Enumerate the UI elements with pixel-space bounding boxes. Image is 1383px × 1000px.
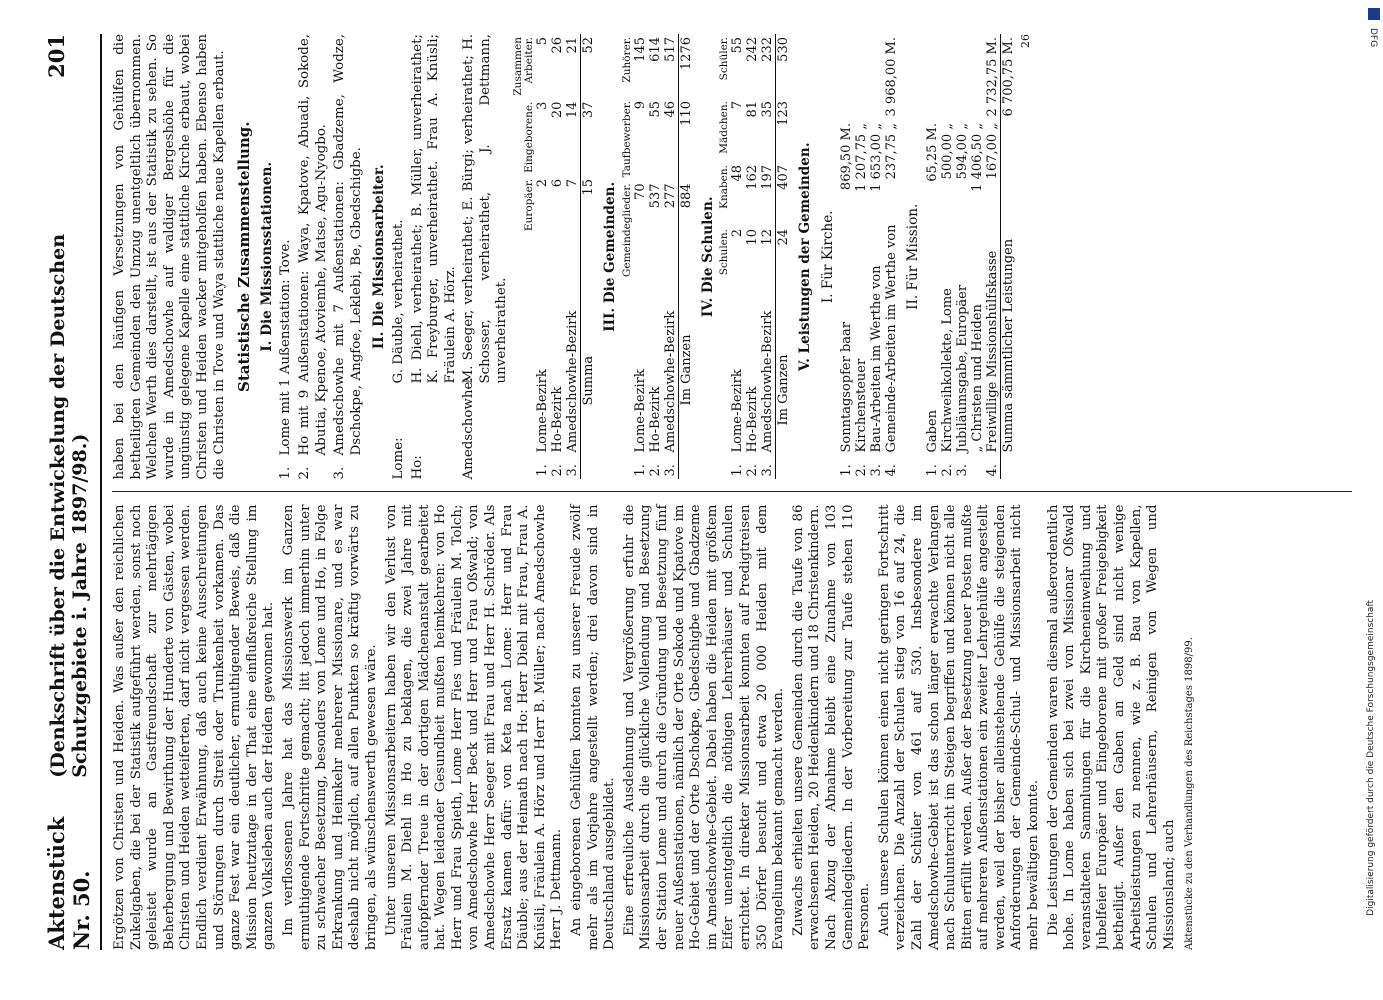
cell: 26 (550, 37, 566, 54)
cell: 162 (745, 165, 761, 190)
cell: 81 (745, 101, 761, 118)
cell: 7 (565, 178, 581, 188)
grand-total: 6 700,75 M. (1001, 34, 1017, 120)
amount: 1 653,00 „ (869, 123, 885, 192)
list-item (391, 34, 408, 480)
table-row (869, 34, 884, 480)
table-row (985, 34, 1001, 480)
row-label: Amedschowhe-Bezirk (565, 310, 581, 453)
cell: 55 (647, 101, 663, 118)
church-contributions-table (839, 34, 899, 480)
cell: 20 (550, 101, 566, 119)
amount: 1 207,75 „ (854, 123, 870, 192)
two-columns (112, 34, 1352, 950)
item-text: Ho mit 9 Außenstationen: Waya, Kpatove, Abuadi, Sokode, Abutia, Kpenoe, Atoviemhe, Matse, Agu-Nyogbo. (296, 34, 329, 456)
row-number: 1. (925, 464, 941, 477)
row-label: Lome-Bezirk (535, 369, 551, 453)
cell: 24 (776, 226, 792, 290)
cell: 6 (550, 178, 566, 188)
paragraph: Eine erfreuliche Ausdehnung und Vergrößerung erfuhr die Missionsarbeit durch die glückliche Vollendung und Besetzung der Station Lome und durch die Gründung und Besetzung fünf neuer Außenstationen, nämlich der Orte Sokode und Kpatove im Ho-Gebiet und der Orte Dschokpe, Gbedschigbe und Gbadzeme im Amedschowhe-Gebiet. Dabei haben die Heiden mit größtem Eifer unentgeltlich die nöthigen Lehrerhäuser und Schulen errichtet. In direkter Missionsarbeit konnten auf Predigtreisen 350 Dörfer besucht und etwa 20 000 Heiden mit dem Evangelium bekannt gemacht werden. (621, 504, 787, 950)
row-label: Ho-Bezirk (745, 386, 761, 453)
cell: 21 (565, 37, 581, 54)
row-number: 2. (745, 464, 761, 477)
page-number: 201 (44, 34, 69, 78)
cell: 12 (760, 229, 776, 246)
row-number: 3. (760, 464, 776, 477)
paragraph: Zuwachs erhielten unsere Gemeinden durch die Taufe von 86 erwachsenen Heiden, 20 Heidenkindern und 18 Christenkindern. Nach Abzug der Abnahme bleibt eine Zunahme von 103 Gemeindegliedern. In der Vorbereitung zur Taufe stehen 110 Personen. (790, 504, 873, 950)
subsection-title: II. Für Mission. (905, 203, 922, 310)
table-row (648, 34, 663, 480)
right-column (112, 34, 1352, 492)
place-label: Amedschowhe: (461, 377, 477, 480)
cell: 7 (730, 101, 746, 110)
dfg-badge: DFG (1368, 28, 1378, 48)
footnote: Aktenstücke zu den Verhandlungen des Reichstages 1898/99. (1184, 637, 1196, 950)
amount: 500,00 „ (940, 123, 956, 180)
cell: 70 (632, 183, 648, 200)
row-number: 1. (839, 464, 855, 477)
item-number: 1. (278, 466, 294, 480)
sum-row (678, 34, 694, 480)
workers-table (513, 34, 596, 480)
digitization-credit: Digitalisierung gefördert durch die Deutsche Forschungsgemeinschaft (1366, 600, 1376, 916)
item-number: 2. (296, 466, 312, 480)
table-row (663, 34, 679, 480)
item-text: H. Diehl, verheirathet; B. Müller, unverheirathet; K. Freyburger, unverheirathet. Frau A. Knüsli; Fräulein A. Hörz. (409, 34, 458, 384)
cell: 52 (581, 34, 597, 99)
row-number: 1. (730, 464, 746, 477)
row-label: „ Christen und Heiden (970, 304, 986, 453)
cell: 48 (730, 165, 746, 182)
column-header: Europäer. (523, 178, 536, 232)
row-number: 1. (632, 464, 648, 477)
row-number: 4. (884, 464, 900, 477)
total: 2 732,75 M. (985, 37, 1001, 117)
table-row (565, 34, 581, 480)
row-label: Kirchweihkollekte, Lome (940, 288, 956, 453)
cell: 14 (565, 101, 581, 119)
row-label: Jubiläumsgabe, Europäer (955, 284, 971, 453)
item-text: G. Däuble, verheirathet. (390, 219, 406, 384)
page-header (44, 34, 102, 950)
row-label: Ho-Bezirk (550, 386, 566, 453)
row-label: Amedschowhe-Bezirk (662, 310, 678, 453)
cell: 884 (678, 180, 694, 280)
row-label: Lome-Bezirk (730, 369, 746, 453)
document-title: (Denkschrift über die Entwickelung der Deutschen Schutzgebiete i. Jahre 1897/98.) (47, 233, 91, 778)
column-header: Zuhörer. (620, 37, 633, 83)
total (940, 34, 955, 120)
table-row (940, 34, 955, 480)
total (925, 34, 940, 120)
amount: 869,50 M. (839, 123, 855, 191)
table-row (970, 34, 985, 480)
row-number: 1. (535, 464, 551, 477)
item-text: Lome mit 1 Außenstation: Tove. (278, 239, 294, 456)
column-header: Gemeindeglieder. (620, 183, 633, 278)
table-row (839, 34, 854, 480)
table-row (884, 34, 899, 480)
cell: 55 (730, 37, 746, 54)
total (970, 34, 985, 120)
table-row (535, 34, 550, 480)
list-item (461, 34, 511, 480)
statistics-title: Statistische Zusammenstellung. (235, 121, 254, 392)
row-label: Freiwillige Missionshülfskasse (985, 250, 1001, 453)
mission-contributions-table (925, 34, 1016, 480)
table-row (854, 34, 869, 480)
cell: 9 (632, 101, 648, 110)
row-label: Bau-Arbeiten im Werthe von (869, 265, 885, 453)
grand-total-row (1001, 34, 1017, 480)
cell: 517 (662, 37, 678, 62)
amount: 65,25 M. (925, 123, 941, 182)
sum-row (581, 34, 597, 480)
cell: 197 (760, 165, 776, 190)
paragraph: Ergötzen von Christen und Heiden. Was außer den reichlichen Zukelgaben, die bei der Statistik aufgeführt werden, sonst noch geleistet wurde an Gastfreundschaft zur mehrtägigen Beherbergung und Bewirthung der Hunderte von Gästen, wobei Christen und Heiden wetteiferten, darf nicht vergessen werden. Endlich verdient Erwähnung, daß auch keine Ausschreitungen und Störungen durch Streit oder Trunkenheit vorkamen. Das ganze Fest war ein deutlicher, ermuthigender Beweis, daß die Mission heutzutage in der That eine einflußreiche Stellung im ganzen Volksleben auch der Heiden gewonnen hat. (112, 504, 277, 950)
cell: 2 (535, 178, 551, 188)
table-row (955, 34, 970, 480)
row-number: 3. (869, 464, 885, 477)
total (854, 34, 869, 120)
table-row (745, 34, 760, 480)
column-header: Mädchen. (718, 101, 731, 154)
cell: 242 (745, 37, 761, 62)
cell: 10 (745, 229, 761, 246)
document-number: Aktenstück Nr. 50. (44, 816, 94, 950)
item-text: M. Seeger, verheirathet; E. Bürgi; verheirathet; H. Schosser, verheirathet, J. Dettmann, unverheirathet. (461, 34, 510, 384)
row-label: Lome-Bezirk (632, 369, 648, 453)
grand-total-label: Summa sämmtlicher Leistungen (1001, 120, 1017, 456)
row-label: Ho-Bezirk (647, 386, 663, 453)
column-header: Schulen. (718, 229, 731, 276)
paragraph: Auch unsere Schulen können einen nicht geringen Fortschritt verzeichnen. Die Anzahl der Schulen stieg von 16 auf 24, die Zahl der Schüler von 461 auf 530. Insbesondere im Amedschowhe-Gebiet ist das schon länger erwachte Verlangen nach Schulunterricht im Steigen begriffen und können nicht alle Bitten erfüllt werden. Außer der Besetzung neuer Posten mußte auf mehreren Außenstationen ein zweiter Lehrgehülfe angestellt werden, weil der bisher alleinstehende Gehülfe die steigenden Anforderungen der Gemeinde-Schul- und Missionsarbeit nicht mehr bewältigen konnte. (876, 504, 1042, 950)
list-item (297, 34, 330, 480)
total (839, 34, 854, 120)
cell: 123 (776, 98, 792, 162)
cell: 614 (647, 37, 663, 62)
section-title: IV. Die Schulen. (699, 196, 716, 318)
total: 3 968,00 M. (884, 37, 900, 117)
cell: 407 (776, 162, 792, 226)
row-number: 2. (647, 464, 663, 477)
item-text: Amedschowhe mit 7 Außenstationen: Gbadzeme, Wodze, Dschokpe, Angfoe, Leklebi, Be, Gbedschigbe. (332, 34, 364, 456)
row-number: 2. (854, 464, 870, 477)
row-label: Gaben (925, 409, 941, 453)
sum-label: Summa (581, 240, 597, 456)
sum-label: Im Ganzen (776, 290, 792, 456)
row-label: Amedschowhe-Bezirk (760, 310, 776, 453)
row-number: 4. (985, 464, 1001, 477)
paragraph: haben bei den häufigen Versetzungen von Gehülfen die betheiligten Gemeinden den Umzug unentgeltlich übernommen. Welchen Werth dies darstellt, ist aus der Statistik zu sehen. So wurde in Amedschowhe auf waldiger Bergeshöhe für die ungünstig gelegene Kapelle eine stattliche Kirche erbaut, wobei Christen und Heiden wacker mitgeholfen haben. Ebenso haben die Christen in Tove und Waya stattliche neue Kapellen erbaut. (112, 34, 227, 480)
row-number: 3. (662, 464, 678, 477)
column-header: Schüler. (718, 37, 731, 81)
paragraph: An eingeborenen Gehülfen konnten zu unserer Freude zwölf mehr als im Vorjahre angestellt werden; drei davon sind in Deutschland ausgebildet. (569, 504, 618, 950)
row-number: 2. (940, 464, 956, 477)
cell: 37 (581, 99, 597, 176)
sum-label: Im Ganzen (678, 280, 694, 455)
amount: 237,75 „ (884, 123, 900, 180)
cell: 145 (632, 37, 648, 62)
left-column (112, 492, 1352, 951)
column-header: Eingeborene. (523, 101, 536, 173)
cell: 2 (730, 229, 746, 238)
amount: 594,00 „ (955, 123, 971, 180)
row-number: 3. (565, 464, 581, 477)
list-item (332, 34, 365, 480)
cell: 5 (535, 37, 551, 46)
table-row (760, 34, 776, 480)
cell: 537 (647, 183, 663, 209)
item-number: 3. (332, 466, 348, 480)
cell: 1276 (678, 34, 694, 98)
cell: 110 (678, 98, 694, 180)
column-header: Taufbewerber. (620, 101, 633, 178)
congregations-table (622, 34, 694, 480)
list-item (410, 34, 460, 480)
row-number: 3. (955, 464, 971, 477)
column-header: Knaben. (718, 165, 731, 209)
paragraph: Die Leistungen der Gemeinden waren diesmal außerordentlich hohe. In Lome haben sich bei zwei von Missionar Oßwald veranstalteten Sammlungen für die Kircheneinweihung und Jubelfeier Europäer und Eingeborene mit großer Freigebigkeit betheiligt. Außer den Gaben an Geld sind nicht wenige Arbeitsleistungen zu nennen, wie z. B. Bau von Kapellen, Schulen und Lehrerhäusern, Reinigen von Wegen und Missionsland; auch (1045, 504, 1177, 950)
table-row (730, 34, 745, 480)
sum-row (776, 34, 792, 480)
row-number (970, 456, 985, 480)
place-label: Lome: (390, 437, 406, 480)
total (955, 34, 970, 120)
row-label: Sonntagsopfer baar (839, 322, 855, 453)
paragraph: Unter unseren Missionsarbeitern haben wir den Verlust von Fräulein M. Diehl in Ho zu beklagen, die zwei Jahre mit aufopfernder Treue in der dortigen Mädchenanstalt gearbeitet hat. Wegen leidender Gesundheit mußten heimkehren: von Ho Herr und Frau Spieth, Lome Herr Fies und Fräulein M. Tolch; von Amedschowhe Herr Beck und Herr und Frau Oßwald; von Amedschowhe Herr Seeger mit Frau und Herr H. Schröder. Als Ersatz kamen dafür: von Keta nach Lome: Herr und Frau Däuble; aus der Heimath nach Ho: Herr Diehl mit Frau, Frau A. Knüsli, Fräulein A. Hörz und Herr B. Müller; nach Amedschowhe Herr J. Dettmann. (383, 504, 565, 950)
cell: 46 (662, 101, 678, 118)
list-item (278, 34, 295, 480)
section-title: I. Die Missionsstationen. (258, 161, 275, 352)
cell: 232 (760, 37, 776, 62)
dfg-logo-icon (1368, 8, 1380, 20)
amount: 1 406,50 „ (970, 123, 986, 192)
section-title: II. Die Missionsarbeiter. (371, 164, 388, 350)
row-label: Gemeinde-Arbeiten im Werthe von (884, 224, 900, 453)
cell: 15 (581, 176, 597, 240)
cell: 277 (662, 183, 678, 209)
total (869, 34, 884, 120)
table-row (925, 34, 940, 480)
column-header: Zusammen Arbeiter. (512, 37, 536, 96)
row-number: 2. (550, 464, 566, 477)
section-title: III. Die Gemeinden. (602, 181, 619, 332)
schools-table (719, 34, 791, 480)
cell: 3 (535, 101, 551, 110)
cell: 530 (776, 34, 792, 98)
row-label: Kirchensteuer (854, 358, 870, 453)
section-title: V. Leistungen der Gemeinden. (797, 142, 814, 372)
place-label: Ho: (409, 455, 425, 480)
table-row (550, 34, 565, 480)
page-signature: 26 (1019, 34, 1033, 48)
subsection-title: I. Für Kirche. (819, 210, 836, 304)
table-row (633, 34, 648, 480)
cell: 35 (760, 101, 776, 118)
amount: 167,00 „ (985, 123, 1001, 180)
paragraph: Im verflossenen Jahre hat das Missionswerk im Ganzen ermuthigende Fortschritte gemacht; litt jedoch immerhin unter zu schwacher Besetzung, besonders von Lome und Ho, in Folge Erkrankung und Heimkehr mehrerer Missionare, und es war deshalb nicht möglich, auf allen Punkten so kräftig vorwärts zu bringen, als wünschenswerth gewesen wäre. (280, 504, 379, 950)
